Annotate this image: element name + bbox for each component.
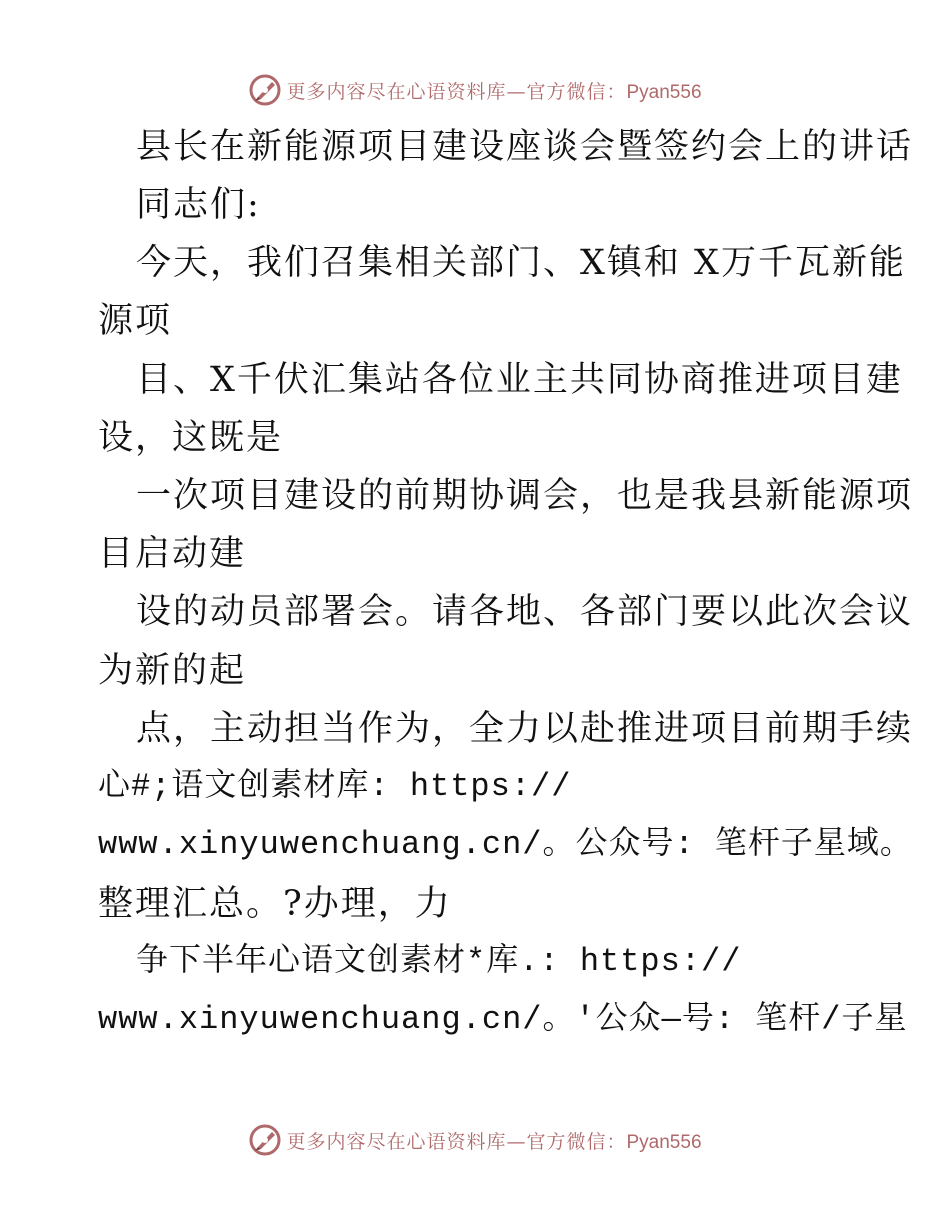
quill-seal-icon	[248, 73, 282, 107]
paragraph-line: 源项	[98, 301, 173, 341]
watermark-text: 更多内容尽在心语资料库—官方微信：Pyan556	[286, 1130, 702, 1153]
paragraph-line: 今天，我们召集相关部门、X镇和 X万千瓦新能	[136, 243, 906, 283]
paragraph-line: 设，这既是	[98, 418, 284, 458]
paragraph-line: www.xinyuwenchuang.cn/。公众号: 笔杆子星域。	[98, 826, 913, 863]
paragraph-line: 目启动建	[98, 534, 247, 574]
quill-seal-icon	[248, 1123, 282, 1157]
paragraph-line: www.xinyuwenchuang.cn/。′公众—号: 笔杆/子星	[98, 1001, 908, 1038]
paragraph-line: 心#;语文创素材库: https://	[98, 768, 572, 805]
paragraph-line: 一次项目建设的前期协调会，也是我县新能源项	[136, 476, 914, 516]
paragraph-line: 设的动员部署会。请各地、各部门要以此次会议	[136, 592, 914, 632]
paragraph-line: 整理汇总。?办理，力	[98, 884, 452, 924]
header-watermark	[0, 70, 950, 110]
paragraph-line: 点，主动担当作为，全力以赴推进项目前期手续	[136, 709, 914, 749]
paragraph-line: 争下半年心语文创素材*库.: https://	[136, 943, 742, 980]
paragraph-line: 为新的起	[98, 651, 247, 691]
footer-watermark	[0, 1120, 950, 1160]
document-title: 县长在新能源项目建设座谈会暨签约会上的讲话	[136, 127, 914, 167]
watermark-text: 更多内容尽在心语资料库—官方微信：Pyan556	[286, 80, 702, 103]
paragraph-line: 目、X千伏汇集站各位业主共同协商推进项目建	[136, 360, 903, 400]
salutation: 同志们:	[136, 185, 261, 225]
